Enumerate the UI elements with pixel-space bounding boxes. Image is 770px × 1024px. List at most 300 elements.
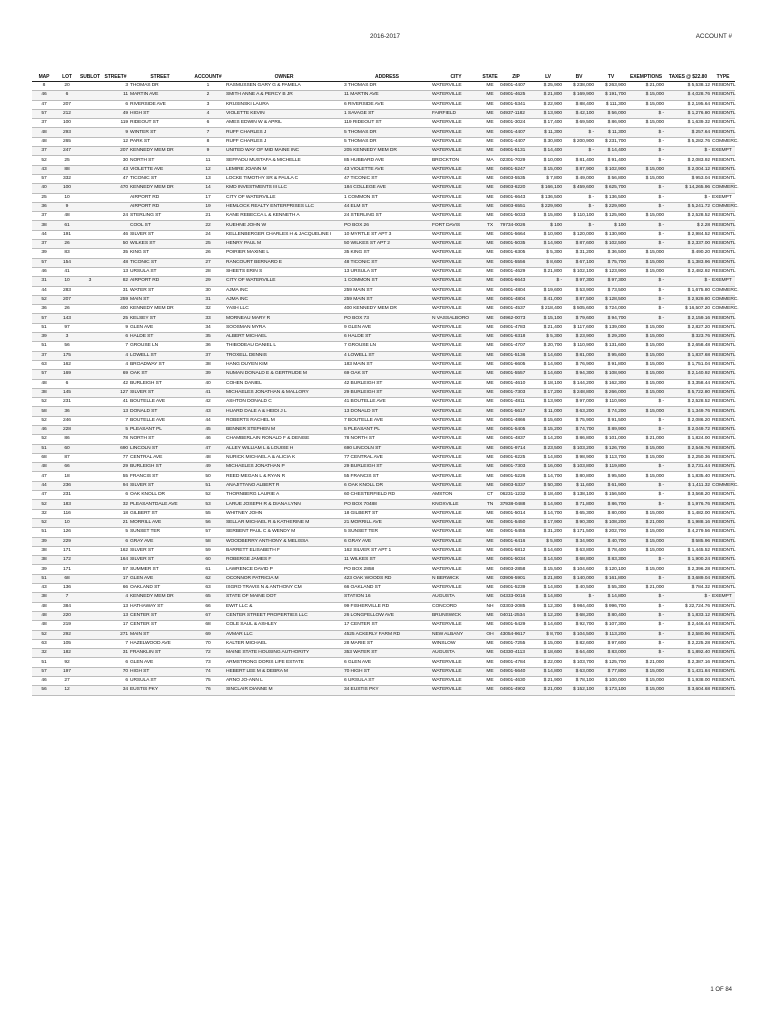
cell-zip: 04901-4811: [499, 398, 533, 407]
cell-zip: 04901-7255: [499, 639, 533, 648]
cell-zip: 04901-5405: [499, 425, 533, 434]
cell-lv: $ 15,100: [533, 314, 563, 323]
cell-sublot: [78, 472, 102, 481]
cell-city: WATERVILLE: [431, 658, 481, 667]
column-header-state: STATE: [482, 73, 498, 80]
cell-lot: 60: [56, 444, 78, 453]
cell-street: SILVER ST: [129, 481, 191, 490]
cell-street-number: 77: [102, 453, 129, 462]
cell-bv: $ 103,800: [563, 463, 595, 472]
cell-state: ME: [481, 416, 499, 425]
cell-map: 36: [32, 305, 56, 314]
cell-address: 47 TICONIC ST: [343, 174, 431, 183]
cell-sublot: [78, 463, 102, 472]
cell-bv: $ 102,100: [563, 267, 595, 276]
cell-owner: STATE OF MAINE DOT: [225, 593, 343, 602]
cell-zip: 04901-4407: [499, 82, 533, 91]
cell-account-number: 56: [191, 518, 225, 527]
cell-owner: AMES EDWIN W & APRIL: [225, 119, 343, 128]
cell-tv: $ 14,400: [595, 147, 627, 156]
cell-type: RESIDNTL: [711, 518, 735, 527]
cell-state: ME: [481, 537, 499, 546]
cell-type: RESIDNTL: [711, 370, 735, 379]
cell-lot: 9: [56, 202, 78, 211]
cell-lot: 10: [56, 518, 78, 527]
cell-account-number: 8: [191, 137, 225, 146]
cell-bv: $ 104,500: [563, 630, 595, 639]
cell-owner: HANG DUYEN KIM: [225, 360, 343, 369]
cell-bv: $ 68,200: [563, 611, 595, 620]
cell-exemptions: $ 15,000: [627, 333, 665, 342]
cell-tv: $ 75,700: [595, 258, 627, 267]
cell-exemptions: $ -: [627, 184, 665, 193]
cell-city: AUGUSTA: [431, 593, 481, 602]
cell-lot: 231: [56, 491, 78, 500]
cell-address: 70 HIGH ST: [343, 667, 431, 676]
cell-street-number: 6: [102, 658, 129, 667]
cell-exemptions: $ 15,000: [627, 407, 665, 416]
cell-lv: $ 218,400: [533, 305, 563, 314]
cell-lv: $ 13,900: [533, 398, 563, 407]
cell-lv: $ 15,800: [533, 212, 563, 221]
cell-street: CENTRAL AVE: [129, 453, 191, 462]
cell-zip: 04901-5033: [499, 212, 533, 221]
cell-street: SILVER ST: [129, 230, 191, 239]
cell-city: WATERVILLE: [431, 82, 481, 91]
table-row: [32, 611, 735, 620]
cell-account-number: 66: [191, 602, 225, 611]
cell-map: 38: [32, 593, 56, 602]
cell-tv: $ 108,200: [595, 518, 627, 527]
table-row: [32, 509, 735, 518]
cell-map: 46: [32, 677, 56, 686]
cell-state: ME: [481, 323, 499, 332]
cell-owner: ANAJITTANO ALBERT R: [225, 481, 343, 490]
cell-taxes: $ 3,604.68: [665, 686, 711, 695]
cell-tv: $ 83,300: [595, 556, 627, 565]
cell-bv: $ -: [563, 147, 595, 156]
table-row: [32, 528, 735, 537]
cell-bv: $ 87,600: [563, 240, 595, 249]
cell-city: WATERVILLE: [431, 305, 481, 314]
cell-type: RESIDNTL: [711, 602, 735, 611]
cell-street-number: 127: [102, 388, 129, 397]
cell-city: WATERVILLE: [431, 100, 481, 109]
table-row: [32, 546, 735, 555]
cell-lv: $ 14,700: [533, 472, 563, 481]
cell-city: WATERVILLE: [431, 286, 481, 295]
cell-tv: $ 29,200: [595, 333, 627, 342]
cell-state: ME: [481, 277, 499, 286]
cell-street: KENNEDY MEM DR: [129, 147, 191, 156]
cell-tv: $ 100: [595, 221, 627, 230]
cell-owner: ARMSTRONG DORIS LIFE ESTATE: [225, 658, 343, 667]
cell-account-number: 42: [191, 398, 225, 407]
cell-address: 9 GLEN AVE: [343, 323, 431, 332]
cell-bv: $ 120,000: [563, 230, 595, 239]
cell-tv: $ 130,900: [595, 230, 627, 239]
cell-tv: $ 40,700: [595, 537, 627, 546]
cell-lot: 68: [56, 574, 78, 583]
cell-map: 38: [32, 556, 56, 565]
table-row: [32, 556, 735, 565]
table-row: [32, 686, 735, 695]
cell-account-number: 35: [191, 333, 225, 342]
table-row: [32, 286, 735, 295]
cell-city: WATERVILLE: [431, 537, 481, 546]
cell-state: ME: [481, 370, 499, 379]
cell-map: 37: [32, 212, 56, 221]
cell-lot: 175: [56, 351, 78, 360]
cell-street-number: 43: [102, 165, 129, 174]
cell-tv: $ 202,700: [595, 528, 627, 537]
cell-address: 29 BURLEIGH ST: [343, 463, 431, 472]
cell-street-number: 9: [102, 128, 129, 137]
cell-tv: $ 97,600: [595, 639, 627, 648]
cell-address: 66 OAKLAND ST: [343, 584, 431, 593]
cell-tv: $ 80,400: [595, 611, 627, 620]
column-header-account-number: ACCOUNT#: [191, 72, 225, 82]
cell-lot: 207: [56, 100, 78, 109]
cell-taxes: $ -: [665, 277, 711, 286]
cell-city: WATERVILLE: [431, 249, 481, 258]
cell-street-number: 5: [102, 528, 129, 537]
cell-lv: $ 14,600: [533, 546, 563, 555]
cell-city: WATERVILLE: [431, 230, 481, 239]
cell-taxes: $ 2,731.44: [665, 463, 711, 472]
cell-taxes: $ 22,724.76: [665, 602, 711, 611]
cell-owner: CENTER STREET PROPERTIES LLC: [225, 611, 343, 620]
cell-city: WATERVILLE: [431, 667, 481, 676]
cell-sublot: [78, 481, 102, 490]
cell-zip: 04011-2534: [499, 611, 533, 620]
cell-taxes: $ 2,086.20: [665, 416, 711, 425]
cell-sublot: [78, 677, 102, 686]
cell-lot: 292: [56, 630, 78, 639]
cell-lot: 183: [56, 500, 78, 509]
cell-map: 51: [32, 528, 56, 537]
cell-map: 48: [32, 379, 56, 388]
cell-map: 63: [32, 639, 56, 648]
cell-address: 99 FISHERVILLE RD: [343, 602, 431, 611]
cell-bv: $ 86,800: [563, 435, 595, 444]
table-row: [32, 416, 735, 425]
cell-state: ME: [481, 611, 499, 620]
cell-lv: $ 5,300: [533, 249, 563, 258]
cell-account-number: 36: [191, 342, 225, 351]
cell-street: GLEN AVE: [129, 574, 191, 583]
cell-taxes: $ 2,929.80: [665, 295, 711, 304]
cell-map: 52: [32, 156, 56, 165]
cell-taxes: $ 1,835.40: [665, 472, 711, 481]
cell-taxes: $ 1,938.00: [665, 677, 711, 686]
cell-lot: 116: [56, 509, 78, 518]
cell-lv: $ 14,800: [533, 593, 563, 602]
cell-type: EXEMPT: [711, 593, 735, 602]
cell-city: WATERVILLE: [431, 128, 481, 137]
cell-street: LOWELL ST: [129, 351, 191, 360]
cell-account-number: 47: [191, 444, 225, 453]
cell-lot: 6: [56, 379, 78, 388]
cell-street-number: 31: [102, 649, 129, 658]
cell-bv: $ 63,800: [563, 546, 595, 555]
cell-taxes: $ 4,028.76: [665, 91, 711, 100]
cell-type: RESIDNTL: [711, 249, 735, 258]
cell-street: HIGH ST: [129, 667, 191, 676]
cell-city: KNOXVILLE: [431, 500, 481, 509]
cell-bv: $ -: [563, 128, 595, 137]
column-header-street-number: STREET#: [102, 72, 129, 82]
cell-lot: 83: [56, 249, 78, 258]
cell-tv: $ 94,700: [595, 314, 627, 323]
cell-taxes: $ 1,833.12: [665, 611, 711, 620]
cell-address: 48 TICONIC ST: [343, 258, 431, 267]
cell-zip: 04901-5664: [499, 230, 533, 239]
cell-taxes: $ 1,675.80: [665, 286, 711, 295]
cell-owner: YASH LLC: [225, 305, 343, 314]
cell-city: WATERVILLE: [431, 91, 481, 100]
cell-lv: $ 5,800: [533, 537, 563, 546]
cell-bv: $ -: [563, 193, 595, 202]
cell-address: 1 COMMON ST: [343, 193, 431, 202]
cell-address: 5 THOMAS DR: [343, 137, 431, 146]
cell-state: ME: [481, 481, 499, 490]
cell-lv: $ 14,800: [533, 667, 563, 676]
cell-owner: CHAMBERLAIN RONALD F & DENISE: [225, 435, 343, 444]
cell-exemptions: $ 21,000: [627, 82, 665, 91]
cell-tv: $ 55,300: [595, 584, 627, 593]
cell-account-number: 34: [191, 323, 225, 332]
cell-street: WILKES ST: [129, 240, 191, 249]
cell-type: RESIDNTL: [711, 230, 735, 239]
table-row: [32, 147, 735, 156]
cell-bv: $ 65,300: [563, 509, 595, 518]
cell-city: WATERVILLE: [431, 425, 481, 434]
cell-exemptions: $ -: [627, 500, 665, 509]
cell-account-number: 1: [191, 82, 225, 91]
cell-address: PO BOX 70488: [343, 500, 431, 509]
cell-map: 56: [32, 686, 56, 695]
cell-exemptions: $ 15,000: [627, 267, 665, 276]
cell-sublot: [78, 407, 102, 416]
cell-exemptions: $ -: [627, 639, 665, 648]
cell-state: ME: [481, 184, 499, 193]
cell-exemptions: $ -: [627, 240, 665, 249]
cell-taxes: $ 2,004.12: [665, 165, 711, 174]
cell-bv: $ 92,700: [563, 621, 595, 630]
cell-bv: $ 64,400: [563, 649, 595, 658]
cell-account-number: 52: [191, 491, 225, 500]
cell-state: ME: [481, 82, 499, 91]
table-row: [32, 407, 735, 416]
table-row: [32, 137, 735, 146]
cell-type: COMMERC.: [711, 286, 735, 295]
cell-type: RESIDNTL: [711, 258, 735, 267]
cell-city: WATERVILLE: [431, 342, 481, 351]
column-header-owner: OWNER: [225, 72, 343, 82]
cell-owner: NURICK MICHAEL A & ALICIA K: [225, 453, 343, 462]
cell-street: GLEN AVE: [129, 658, 191, 667]
cell-tv: $ 74,200: [595, 407, 627, 416]
cell-sublot: [78, 621, 102, 630]
cell-bv: $ -: [563, 202, 595, 211]
table-row: [32, 230, 735, 239]
cell-lv: $ 14,600: [533, 370, 563, 379]
cell-taxes: $ 16,507.20: [665, 305, 711, 314]
cell-type: RESIDNTL: [711, 165, 735, 174]
cell-owner: KRUSINSKI LAURA: [225, 100, 343, 109]
table-row: [32, 677, 735, 686]
cell-city: WATERVILLE: [431, 435, 481, 444]
cell-tv: $ 161,800: [595, 574, 627, 583]
cell-street-number: 25: [102, 314, 129, 323]
cell-address: 78 NORTH ST: [343, 435, 431, 444]
cell-address: 28 MARIE ST: [343, 639, 431, 648]
cell-street-number: 18: [102, 509, 129, 518]
cell-map: 52: [32, 398, 56, 407]
cell-sublot: [78, 119, 102, 128]
cell-taxes: $ 1,976.76: [665, 500, 711, 509]
cell-owner: ISGRO TRAVIS N & ANTHONY CM: [225, 584, 343, 593]
cell-account-number: 62: [191, 574, 225, 583]
cell-owner: RUFF CHARLES J: [225, 128, 343, 137]
cell-bv: $ 11,600: [563, 481, 595, 490]
cell-tv: $ 95,500: [595, 472, 627, 481]
cell-exemptions: $ 21,000: [627, 584, 665, 593]
table-row: [32, 100, 735, 109]
cell-taxes: $ 2,396.28: [665, 565, 711, 574]
cell-map: 52: [32, 630, 56, 639]
table-row: [32, 537, 735, 546]
cell-account-number: 4: [191, 109, 225, 118]
cell-lv: $ 21,000: [533, 686, 563, 695]
cell-sublot: [78, 267, 102, 276]
cell-state: ME: [481, 425, 499, 434]
cell-street: MAIN ST: [129, 295, 191, 304]
table-row: [32, 370, 735, 379]
cell-zip: 04901-4866: [499, 416, 533, 425]
cell-type: COMMERC.: [711, 137, 735, 146]
cell-address: 259 MAIN ST: [343, 286, 431, 295]
cell-sublot: [78, 202, 102, 211]
cell-lv: $ 15,500: [533, 565, 563, 574]
cell-state: ME: [481, 100, 499, 109]
cell-type: RESIDNTL: [711, 407, 735, 416]
cell-taxes: $ 2,827.20: [665, 323, 711, 332]
cell-exemptions: $ -: [627, 286, 665, 295]
cell-tv: $ 95,600: [595, 351, 627, 360]
cell-lv: $ 7,800: [533, 174, 563, 183]
cell-city: CONCORD: [431, 602, 481, 611]
cell-lot: 126: [56, 528, 78, 537]
cell-map: 48: [32, 602, 56, 611]
cell-lv: $ 16,000: [533, 463, 563, 472]
cell-street: FRANCIS ST: [129, 472, 191, 481]
cell-sublot: [78, 658, 102, 667]
cell-sublot: [78, 435, 102, 444]
cell-state: ME: [481, 463, 499, 472]
cell-exemptions: $ -: [627, 556, 665, 565]
table-row: [32, 174, 735, 183]
cell-account-number: 14: [191, 184, 225, 193]
cell-sublot: [78, 528, 102, 537]
cell-lot: 169: [56, 370, 78, 379]
cell-street-number: 5: [102, 425, 129, 434]
cell-lv: $ 20,700: [533, 342, 563, 351]
cell-state: ME: [481, 388, 499, 397]
cell-address: 5 PLEASANT PL: [343, 425, 431, 434]
cell-map: 57: [32, 109, 56, 118]
cell-type: RESIDNTL: [711, 472, 735, 481]
cell-exemptions: $ -: [627, 295, 665, 304]
cell-bv: $ 104,600: [563, 565, 595, 574]
cell-exemptions: $ 15,000: [627, 546, 665, 555]
cell-owner: REED MEGAN L & RYAN R: [225, 472, 343, 481]
cell-sublot: [78, 156, 102, 165]
table-row: [32, 156, 735, 165]
cell-owner: LEMIRE JOANN M: [225, 165, 343, 174]
cell-type: RESIDNTL: [711, 453, 735, 462]
cell-zip: 04901-5131: [499, 147, 533, 156]
cell-address: 7 GROUSE LN: [343, 342, 431, 351]
cell-state: ME: [481, 193, 499, 202]
cell-lot: 48: [56, 212, 78, 221]
cell-account-number: 29: [191, 277, 225, 286]
cell-account-number: 2: [191, 91, 225, 100]
cell-state: ME: [481, 407, 499, 416]
cell-taxes: $ 2.28: [665, 221, 711, 230]
cell-street: STERLING ST: [129, 212, 191, 221]
cell-map: 47: [32, 472, 56, 481]
cell-map: 44: [32, 230, 56, 239]
cell-type: RESIDNTL: [711, 677, 735, 686]
cell-lot: 36: [56, 407, 78, 416]
cell-account-number: 68: [191, 621, 225, 630]
cell-lot: 172: [56, 556, 78, 565]
cell-lot: 6: [56, 91, 78, 100]
cell-bv: $ 81,000: [563, 351, 595, 360]
cell-account-number: 70: [191, 639, 225, 648]
cell-taxes: $ 14,265.96: [665, 184, 711, 193]
cell-street: GILBERT ST: [129, 509, 191, 518]
cell-lot: 145: [56, 388, 78, 397]
cell-address: STATION 16: [343, 593, 431, 602]
cell-state: ME: [481, 351, 499, 360]
cell-map: 39: [32, 537, 56, 546]
table-row: [32, 453, 735, 462]
cell-owner: AVMAR LLC: [225, 630, 343, 639]
cell-street: HIGH ST: [129, 109, 191, 118]
cell-zip: 04901-5247: [499, 165, 533, 174]
cell-taxes: $ 3,689.04: [665, 574, 711, 583]
cell-sublot: [78, 193, 102, 202]
cell-tv: $ 125,700: [595, 658, 627, 667]
cell-zip: 04901-5341: [499, 100, 533, 109]
cell-map: 52: [32, 416, 56, 425]
cell-street: FRANKLIN ST: [129, 649, 191, 658]
cell-taxes: $ 2,580.96: [665, 630, 711, 639]
cell-lv: $ 14,700: [533, 509, 563, 518]
cell-taxes: $ 2,546.76: [665, 444, 711, 453]
cell-zip: 04903-2858: [499, 565, 533, 574]
cell-address: 205 KENNEDY MEM DR: [343, 147, 431, 156]
cell-street-number: 50: [102, 240, 129, 249]
cell-type: RESIDNTL: [711, 686, 735, 695]
cell-exemptions: $ -: [627, 202, 665, 211]
cell-type: RESIDNTL: [711, 323, 735, 332]
table-row: [32, 267, 735, 276]
cell-street: WINTER ST: [129, 128, 191, 137]
